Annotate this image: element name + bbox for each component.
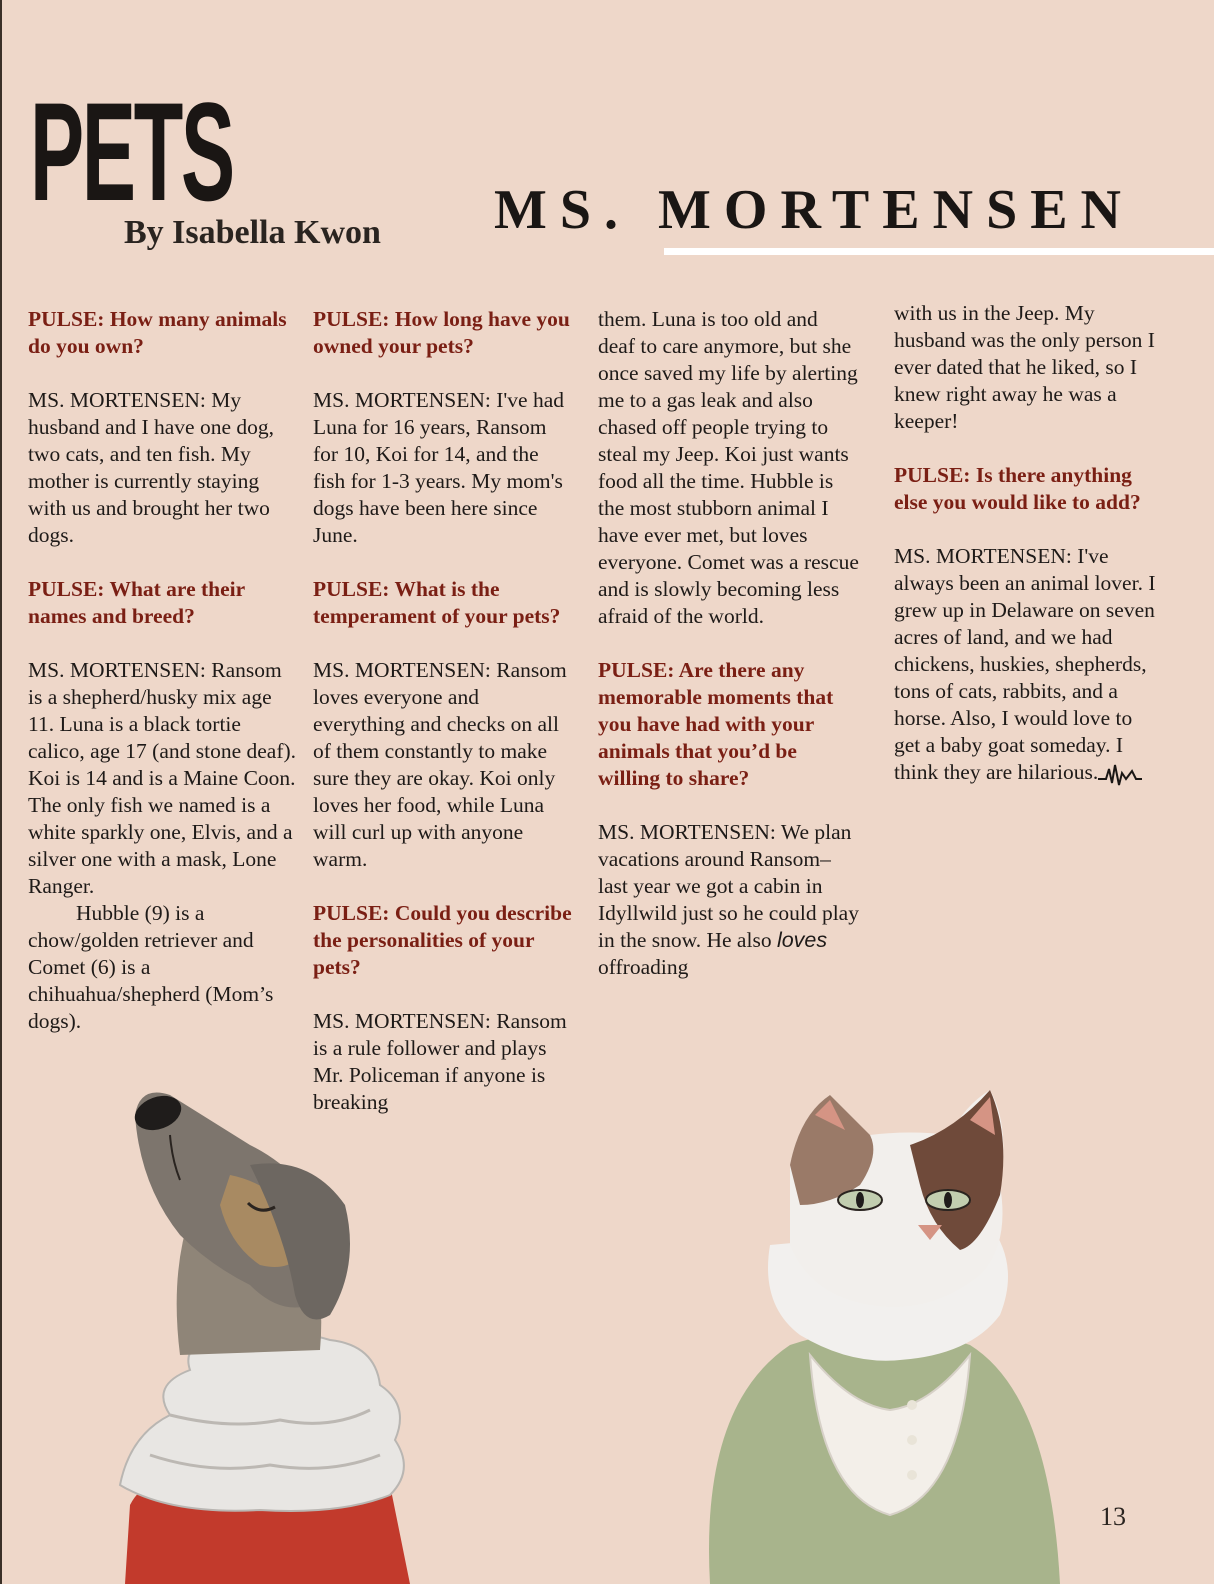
article-column-4: [894, 300, 1156, 814]
answer: MS. MORTENSEN: I've always been an animal lover. I grew up in Delaware on seven acres of land, and we had chickens, huskies, shepherds, tons of cats, rabbits, and a horse. Also, I would love to get a baby goat someday. I think they are hilarious.: [894, 543, 1156, 787]
heartbeat-icon: [1098, 761, 1142, 787]
interview-subject-title: MS. MORTENSEN: [494, 179, 1134, 241]
question: PULSE: Are there any memorable moments that you have had with your animals that you’d be willing to share?: [598, 658, 834, 790]
answer: MS. MORTENSEN: My husband and I have one dog, two cats, and ten fish. My mother is currently staying with us and brought her two dogs.: [28, 388, 274, 547]
answer: MS. MORTENSEN: We plan vacations around Ransom–last year we got a cabin in Idyllwild just so he could play in the snow. He also loves offroading: [598, 820, 859, 979]
question: PULSE: Could you describe the personalities of your pets?: [313, 901, 572, 979]
cat-illustration: [680, 1075, 1080, 1584]
article-column-2: [313, 306, 575, 1143]
answer: MS. MORTENSEN: Ransom is a shepherd/husky mix age 11. Luna is a black tortie calico, age 17 (and stone deaf). Koi is 14 and is a Maine Coon. The only fish we named is a white sparkly one, Elvis, and a silver one with a mask, Lone Ranger.: [28, 658, 297, 898]
answer: MS. MORTENSEN: Ransom loves everyone and everything and checks on all of them constantly to make sure they are okay. Koi only loves her food, while Luna will curl up with anyone warm.: [313, 658, 567, 871]
section-masthead: PETS: [30, 73, 233, 230]
question: PULSE: How many animals do you own?: [28, 307, 287, 358]
answer-continued: Hubble (9) is a chow/golden retriever and Comet (6) is a chihuahua/shepherd (Mom’s dogs).: [28, 901, 274, 1033]
question: PULSE: Is there anything else you would like to add?: [894, 463, 1141, 514]
question: PULSE: What is the temperament of your pets?: [313, 577, 561, 628]
page-number: 13: [1100, 1502, 1126, 1531]
article-column-3: [598, 306, 860, 1008]
dog-illustration: [110, 1085, 420, 1584]
answer-continued: them. Luna is too old and deaf to care anymore, but she once saved my life by alerting me to a gas leak and also chased off people trying to steal my Jeep. Koi just wants food all the time. Hubble is the most stubborn animal I have ever met, but loves everyone. Comet was a rescue and is slowly becoming less afraid of the world.: [598, 307, 859, 628]
answer: MS. MORTENSEN: Ransom is a rule follower and plays Mr. Policeman if anyone is breaking: [313, 1009, 567, 1114]
question: PULSE: How long have you owned your pets?: [313, 307, 570, 358]
page-edge-rule: [0, 0, 2, 1584]
byline: By Isabella Kwon: [124, 214, 381, 251]
title-underline-rule: [664, 248, 1214, 255]
answer: MS. MORTENSEN: I've had Luna for 16 years, Ransom for 10, Koi for 14, and the fish for 1-3 years. My mom's dogs have been here since June.: [313, 388, 565, 547]
article-column-1: [28, 306, 298, 1062]
emphasis: loves: [776, 928, 828, 952]
answer-continued: with us in the Jeep. My husband was the only person I ever dated that he liked, so I knew right away he was a keeper!: [894, 301, 1155, 433]
question: PULSE: What are their names and breed?: [28, 577, 245, 628]
